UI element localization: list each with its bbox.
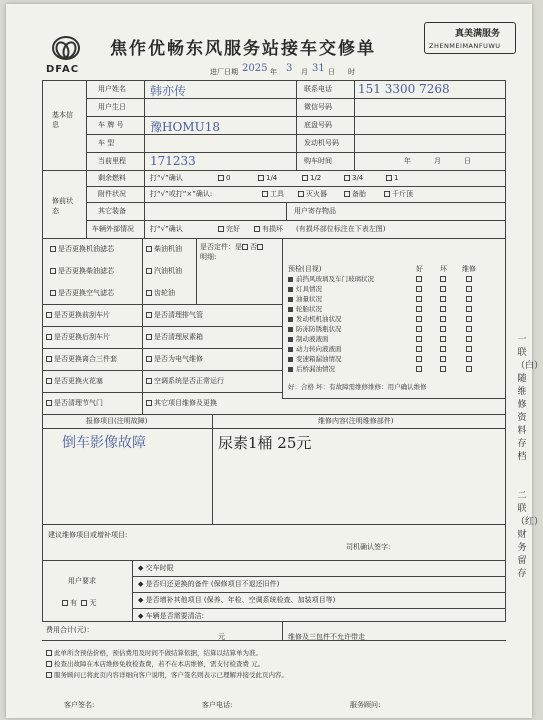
entry-month-value: 3 — [286, 63, 293, 74]
technician-sign-label: 司机确认签字: — [346, 543, 391, 551]
damaged-checkbox[interactable] — [254, 226, 260, 232]
diesel-filter-checkbox[interactable] — [50, 268, 56, 274]
inspect-item: 防冻防锈瓶状况 — [288, 326, 342, 333]
maintenance-checkbox[interactable] — [146, 400, 152, 406]
stamp-bottom-text: ZHENMEIMANFUWU — [429, 42, 501, 50]
copy-one-label: 一联（白）随维修资料存档 — [516, 335, 543, 462]
plate-label: 车 牌 号 — [98, 121, 124, 129]
request-row-2 — [132, 592, 506, 593]
inspect-item: 油量状况 — [288, 296, 322, 303]
entry-time-label: 时 — [348, 68, 355, 76]
report-items-label: 报修项目(注明故障) — [86, 417, 148, 425]
repair-divider — [212, 414, 213, 524]
basic-divider — [86, 80, 87, 170]
inspect-bad-checkbox[interactable] — [440, 366, 446, 372]
intact-checkbox[interactable] — [218, 226, 224, 232]
bullet-square-icon — [288, 367, 293, 372]
inspect-bad-checkbox[interactable] — [440, 276, 446, 282]
accessory-jack[interactable]: 千斤顶 — [384, 191, 413, 198]
inspect-item: 后桥漏油情况 — [288, 366, 335, 373]
maintenance-check[interactable]: 是否更换后刮车片 — [46, 334, 110, 341]
accessory-extinguisher[interactable]: 灭火器 — [298, 191, 327, 198]
inspect-item: 轮胎状况 — [288, 306, 322, 313]
accessories-label: 附件状况 — [98, 190, 126, 198]
chassis-label: 底盘号码 — [304, 121, 332, 129]
fuel-three-quarter-checkbox[interactable] — [344, 175, 350, 181]
dongfeng-logo-icon — [52, 36, 80, 60]
maintenance-check[interactable]: 其它项目维修及更换 — [146, 400, 217, 407]
inspect-col-good: 好 — [416, 265, 423, 273]
prerepair-row-2 — [86, 202, 506, 203]
diamond-bullet-icon: ◆ — [138, 612, 146, 620]
customer-request-item[interactable]: ◆ 是否归还更换的备件 (保修项目不退还旧件) — [138, 580, 280, 588]
suggest-label: 建议维修项目或增补项目: — [48, 531, 128, 539]
note-checkbox[interactable] — [46, 650, 52, 656]
inspect-good-checkbox[interactable] — [416, 306, 422, 312]
inspect-good-checkbox[interactable] — [416, 316, 422, 322]
prerepair-divider — [86, 170, 87, 238]
maintenance-check[interactable]: 是否为电气维修 — [146, 356, 203, 363]
basic-col-3 — [354, 80, 355, 170]
exterior-note: (有损坏部位标注在下表左图) — [296, 225, 386, 233]
grid-divider — [142, 304, 143, 414]
diamond-bullet-icon: ◆ — [138, 596, 146, 604]
cost-divider — [282, 622, 283, 640]
filter-bottom — [42, 304, 282, 305]
fuel-option-4[interactable]: 1 — [386, 175, 398, 182]
extinguisher-checkbox[interactable] — [298, 191, 304, 197]
basic-col-2 — [296, 80, 297, 170]
maintenance-checkbox[interactable] — [146, 378, 152, 384]
maintenance-check[interactable]: 是否更换离合三件套 — [46, 356, 117, 363]
buy-day-label: 日 — [464, 157, 471, 165]
entry-day-value: 31 — [312, 63, 325, 74]
inspect-repair-checkbox[interactable] — [466, 316, 472, 322]
tools-checkbox[interactable] — [262, 191, 268, 197]
customer-items-label: 用户寄存物品 — [294, 207, 336, 215]
advisor-label: 服务顾问: — [350, 701, 381, 709]
diamond-bullet-icon: ◆ — [138, 564, 146, 572]
maintenance-check[interactable]: 空调系统是否正常运行 — [146, 378, 224, 385]
exterior-damaged[interactable]: 有损坏 — [254, 226, 283, 233]
policy-note: 服务顾问已将此页内容详细向客户说明，客户签名则表示已理解并接受此页内容。 — [46, 670, 288, 679]
gear-oil-checkbox[interactable] — [146, 290, 152, 296]
inspect-legend: 好：合格 坏：有故障需维修维修：用户确认维修 — [288, 383, 427, 391]
maintenance-checkbox[interactable] — [146, 356, 152, 362]
buy-year-label: 年 — [404, 157, 411, 165]
diamond-bullet-icon: ◆ — [138, 580, 146, 588]
repair-header-line — [42, 428, 506, 429]
filter-col-2 — [196, 238, 197, 304]
prerepair-section-label: 修前状态 — [52, 197, 73, 215]
prerepair-row-1 — [86, 186, 506, 187]
buy-month-label: 月 — [434, 157, 441, 165]
inspect-good-checkbox[interactable] — [416, 366, 422, 372]
inspect-bad-checkbox[interactable] — [440, 336, 446, 342]
entry-year-label: 年 — [270, 68, 277, 76]
inspect-repair-checkbox[interactable] — [466, 296, 472, 302]
grid-row-3 — [42, 370, 282, 371]
inspect-bad-checkbox[interactable] — [440, 356, 446, 362]
fuel-quarter-checkbox[interactable] — [258, 175, 264, 181]
plate-value[interactable]: 豫HOMU18 — [150, 120, 220, 134]
maintenance-checkbox[interactable] — [46, 356, 52, 362]
buy-date-label: 购车时间 — [304, 157, 332, 165]
customer-request-label: 用户要求 — [68, 577, 96, 585]
request-row-1 — [132, 576, 506, 577]
policy-note: 此单所含预估价格，预估费用及时间不做结算依据，结算以结算单为准。 — [46, 648, 262, 657]
inspect-col-bad: 坏 — [440, 265, 447, 273]
form-title: 焦作优畅东风服务站接车交修单 — [110, 39, 376, 59]
customer-phone-label: 客户电话: — [202, 701, 233, 709]
parts-order-label: 是否定件：是 否 — [200, 244, 265, 251]
policy-note: 检查出故障在本店维修免收检查费，若不在本店维修，需支付检查费 元。 — [46, 659, 264, 668]
entry-date-label: 进厂日期 — [210, 68, 238, 76]
bullet-square-icon — [288, 297, 293, 302]
inspect-bad-checkbox[interactable] — [440, 316, 446, 322]
owner-name-value[interactable]: 韩亦传 — [150, 84, 187, 98]
fuel-0-checkbox[interactable] — [218, 175, 224, 181]
bullet-square-icon — [288, 317, 293, 322]
deposit-note: 维修及三包件不允许带走 — [288, 633, 365, 641]
inspect-repair-checkbox[interactable] — [466, 356, 472, 362]
maintenance-checkbox[interactable] — [46, 334, 52, 340]
bullet-square-icon — [288, 277, 293, 282]
filter-col-1 — [142, 238, 143, 304]
gear-oil-check[interactable]: 齿轮油 — [146, 290, 175, 297]
basic-col-1 — [144, 80, 145, 170]
report-items-value[interactable]: 倒车影像故障 — [62, 435, 146, 451]
inspect-repair-checkbox[interactable] — [466, 336, 472, 342]
inspect-repair-checkbox[interactable] — [466, 306, 472, 312]
exterior-intact[interactable]: 完好 — [218, 226, 240, 233]
repair-bottom — [42, 524, 506, 525]
bullet-square-icon — [288, 337, 293, 342]
inspect-col-repair: 维修 — [462, 265, 476, 273]
bullet-square-icon — [288, 287, 293, 292]
fuel-option-2[interactable]: 1/2 — [302, 175, 321, 182]
inspect-good-checkbox[interactable] — [416, 346, 422, 352]
request-no-checkbox[interactable] — [81, 600, 87, 606]
prerepair-row-3 — [86, 220, 506, 221]
customer-request-item[interactable]: ◆ 是否增补其他项目 (保养、年检、空调系统检查、加装项目等) — [138, 596, 336, 604]
oil-filter-check[interactable]: 是否更换机油滤芯 — [50, 246, 114, 253]
inspect-bad-checkbox[interactable] — [440, 326, 446, 332]
owner-name-label: 用户姓名 — [98, 85, 126, 93]
accessory-spare-tire[interactable]: 备胎 — [344, 191, 366, 198]
gasoline-oil-checkbox[interactable] — [146, 268, 152, 274]
entry-month-label: 月 — [301, 68, 308, 76]
bullet-square-icon — [288, 357, 293, 362]
fuel-option-1[interactable]: 1/4 — [258, 175, 277, 182]
inspect-title: 预检(目视) — [288, 265, 322, 273]
inspect-good-checkbox[interactable] — [416, 276, 422, 282]
grid-row-2 — [42, 348, 282, 349]
repair-content-label: 维修内容(注明维修部件) — [318, 417, 394, 425]
repair-content-value[interactable]: 尿素1桶 25元 — [218, 434, 312, 452]
request-divider — [132, 560, 133, 622]
inspect-repair-checkbox[interactable] — [466, 366, 472, 372]
note-checkbox[interactable] — [46, 661, 52, 667]
exterior-label: 车辆外部情况 — [92, 225, 134, 233]
air-filter-check[interactable]: 是否更换空气滤芯 — [50, 290, 114, 297]
inspect-bad-checkbox[interactable] — [440, 286, 446, 292]
entry-year-value: 2025 — [242, 63, 268, 74]
service-stamp — [424, 22, 516, 54]
air-filter-checkbox[interactable] — [50, 290, 56, 296]
request-yes-no[interactable]: 有 无 — [62, 600, 96, 607]
engine-label: 发动机号码 — [304, 139, 339, 147]
cost-total-label: 费用合计(元)： — [46, 626, 94, 634]
repair-order-sheet — [6, 4, 543, 718]
cost-bottom — [42, 640, 506, 641]
maintenance-check[interactable]: 是否更换前刮车片 — [46, 312, 110, 319]
inspect-good-checkbox[interactable] — [416, 286, 422, 292]
cost-unit: 元 — [218, 633, 225, 641]
maintenance-checkbox[interactable] — [46, 378, 52, 384]
customer-request-item[interactable]: ◆ 车辆是否需要清洁: — [138, 612, 204, 620]
maintenance-check[interactable]: 是否清理排气管 — [146, 312, 203, 319]
request-top — [42, 560, 506, 561]
diesel-oil-checkbox[interactable] — [146, 246, 152, 252]
inspect-good-checkbox[interactable] — [416, 326, 422, 332]
accessory-tools[interactable]: 工具 — [262, 191, 284, 198]
fuel-option-0[interactable]: 0 — [218, 175, 230, 182]
fuel-label: 剩余燃料 — [98, 174, 126, 182]
gasoline-oil-check[interactable]: 汽油机油 — [146, 268, 182, 275]
bullet-square-icon — [288, 307, 293, 312]
phone-value[interactable]: 151 3300 7268 — [358, 82, 450, 96]
inspect-good-checkbox[interactable] — [416, 356, 422, 362]
stamp-top-text: 真美满服务 — [455, 29, 501, 39]
entry-day-label: 日 — [328, 68, 335, 76]
maintenance-checkbox[interactable] — [46, 400, 52, 406]
prerepair-col-1 — [144, 170, 145, 238]
inspect-item: 灯具情况 — [288, 286, 322, 293]
spare-tire-checkbox[interactable] — [344, 191, 350, 197]
inspect-bottom — [282, 398, 506, 399]
inspect-bad-checkbox[interactable] — [440, 306, 446, 312]
customer-sign-label: 客户签名: — [64, 701, 95, 709]
basic-bottom-line — [42, 170, 506, 171]
maintenance-check[interactable]: 是否清理尿素箱 — [146, 334, 203, 341]
maintenance-checkbox[interactable] — [146, 312, 152, 318]
inspect-repair-checkbox[interactable] — [466, 326, 472, 332]
inspect-good-checkbox[interactable] — [416, 336, 422, 342]
inspect-repair-checkbox[interactable] — [466, 276, 472, 282]
fuel-option-3[interactable]: 3/4 — [344, 175, 363, 182]
fuel-hint: 打“√”确认 — [150, 174, 183, 182]
prerepair-bottom — [42, 238, 506, 239]
inspect-bad-checkbox[interactable] — [440, 346, 446, 352]
maintenance-checkbox[interactable] — [146, 334, 152, 340]
inspect-bad-checkbox[interactable] — [440, 296, 446, 302]
customer-request-item[interactable]: ◆ 交车时限 — [138, 564, 174, 572]
parts-yes-checkbox[interactable] — [242, 244, 248, 250]
inspect-divider — [282, 238, 283, 398]
copy-two-label: 二联（红）财务留存 — [516, 491, 543, 579]
grid-row-4 — [42, 392, 282, 393]
exterior-hint: 打“√”确认 — [150, 225, 183, 233]
accessories-hint: 打“√”或打“×”确认: — [150, 190, 213, 198]
fuel-full-checkbox[interactable] — [386, 175, 392, 181]
parts-no-checkbox[interactable] — [257, 244, 263, 250]
grid-row-1 — [42, 326, 282, 327]
inspect-item: 变速箱漏油情况 — [288, 356, 342, 363]
maintenance-check[interactable]: 是否清理节气门 — [46, 400, 103, 407]
mileage-label: 当前里程 — [98, 157, 126, 165]
diesel-oil-check[interactable]: 柴油机油 — [146, 246, 182, 253]
mileage-value[interactable]: 171233 — [150, 154, 196, 168]
inspect-item: 制动液液面 — [288, 336, 329, 343]
request-row-3 — [132, 608, 506, 609]
basic-section-label: 基本信息 — [52, 111, 73, 129]
inspect-item: 动力转向液液面 — [288, 346, 342, 353]
maintenance-check[interactable]: 是否更换火花塞 — [46, 378, 103, 385]
other-equipment-label: 其它装备 — [98, 207, 126, 215]
customer-items-divider — [286, 202, 287, 220]
inspect-repair-checkbox[interactable] — [466, 346, 472, 352]
inspect-repair-checkbox[interactable] — [466, 286, 472, 292]
brand-name: DFAC — [46, 64, 80, 75]
inspect-item: 前挡风玻璃及车门玻璃状况 — [288, 276, 374, 283]
diesel-filter-check[interactable]: 是否更换柴油滤芯 — [50, 268, 114, 275]
grid-bottom — [42, 414, 506, 415]
note-checkbox[interactable] — [46, 672, 52, 678]
inspect-item: 发动机机油状况 — [288, 316, 342, 323]
oil-filter-checkbox[interactable] — [50, 246, 56, 252]
request-yes-checkbox[interactable] — [62, 600, 68, 606]
bullet-square-icon — [288, 327, 293, 332]
jack-checkbox[interactable] — [384, 191, 390, 197]
parts-detail-label: 明细: — [200, 253, 217, 261]
phone-label: 联系电话 — [304, 85, 332, 93]
birthday-label: 用户生日 — [98, 103, 126, 111]
bullet-square-icon — [288, 347, 293, 352]
maintenance-checkbox[interactable] — [46, 312, 52, 318]
inspect-good-checkbox[interactable] — [416, 296, 422, 302]
fuel-half-checkbox[interactable] — [302, 175, 308, 181]
model-label: 车 型 — [98, 139, 115, 147]
wechat-label: 微信号码 — [304, 103, 332, 111]
